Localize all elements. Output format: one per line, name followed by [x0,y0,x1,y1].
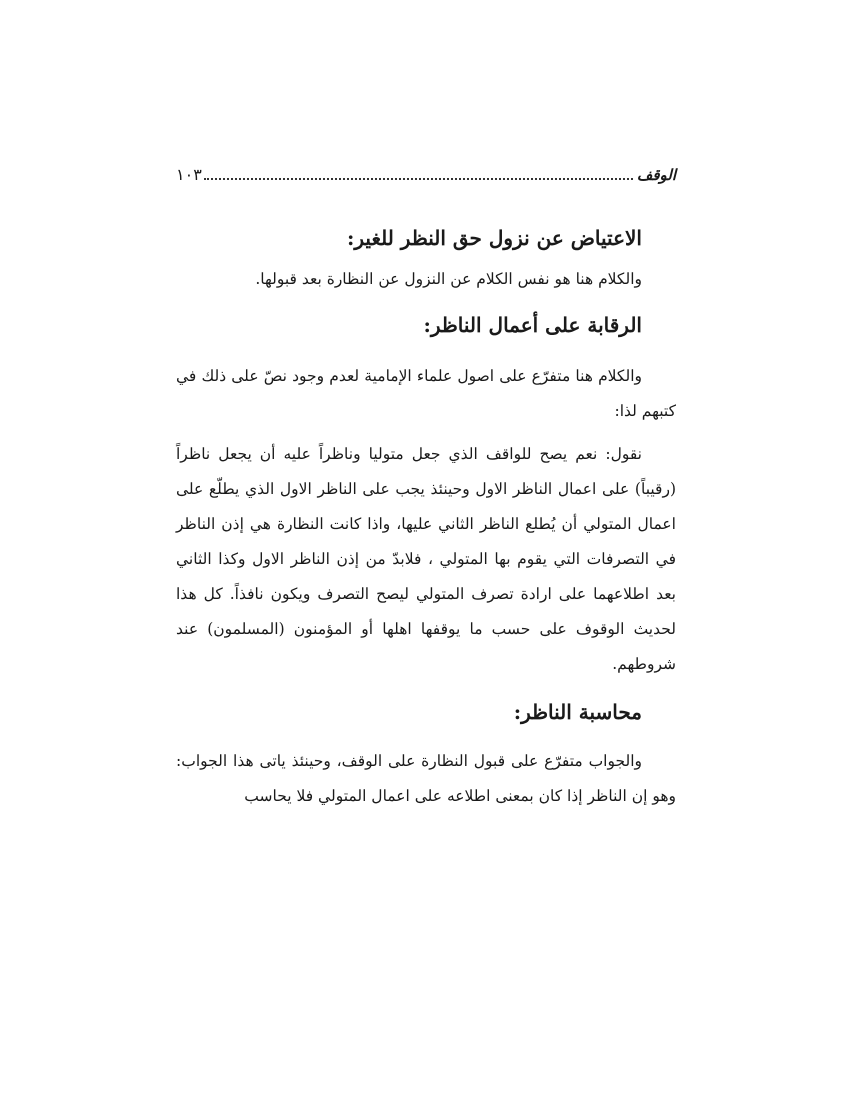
page-number: ١٠٣ [176,165,202,184]
heading-oversight: الرقابة على أعمال الناظر: [423,313,642,337]
paragraph-oversight-intro: والكلام هنا متفرّع على اصول علماء الإمامية لعدم وجود نصّ على ذلك في كتبهم لذا: [176,367,676,420]
heading-accountability: محاسبة الناظر: [513,700,642,724]
running-header [176,158,676,184]
paragraph-accountability: والجواب متفرّع على قبول النظارة على الوقف، وحينئذ ياتى هذا الجواب: وهو إن الناظر إذا كان بمعنى اطلاعه على اعمال المتولي فلا يحاسب [176,752,676,805]
paragraph-oversight-detail: نقول: نعم يصح للواقف الذي جعل متوليا وناظراً عليه أن يجعل ناظراً (رقيباً) على اعمال الناظر الاول وحينئذ يجب على الناظر الاول الذي يطلّع على اعمال المتولي أن يُطلع الناظر الثاني عليها، واذا كانت النظارة هي إذن الناظر في التصرفات التي يقوم بها المتولي ، فلابدّ من إذن الناظر الاول وكذا الثاني بعد اطلاعهما على ارادة تصرف المتولي ليصح التصرف ويكون نافذاً. كل هذا لحديث الوقوف على حسب ما يوقفها اهلها أو المؤمنون (المسلمون) عند شروطهم. [176,445,676,673]
section-title: الوقف [636,166,676,184]
paragraph-waiver: والكلام هنا هو نفس الكلام عن النزول عن النظارة بعد قبولها. [255,270,642,288]
page-content [176,212,676,814]
dotted-leader [204,178,633,180]
heading-exchange-for-waiver: الاعتياض عن نزول حق النظر للغير: [347,226,642,250]
